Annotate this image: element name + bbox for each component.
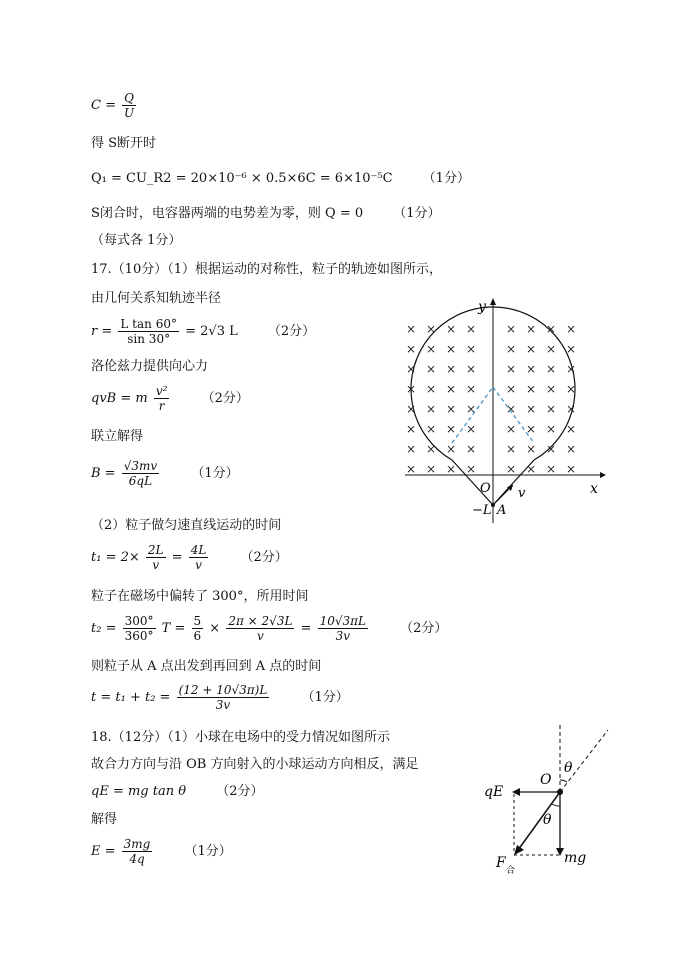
- times-sign: ×: [209, 621, 221, 636]
- point-a: [491, 503, 495, 507]
- e-formula: [91, 838, 232, 865]
- b-formula: [91, 460, 239, 487]
- field-mark: ×: [466, 382, 477, 396]
- numerator: L tan 60°: [120, 317, 177, 331]
- t1-formula: [91, 544, 288, 571]
- fraction: [146, 544, 166, 571]
- field-mark: ×: [526, 462, 537, 476]
- field-mark: ×: [446, 382, 457, 396]
- numerator: 5: [193, 614, 202, 628]
- score-label: （2分）: [201, 391, 249, 406]
- problem17-geometry: 由几何关系知轨迹半径: [91, 291, 222, 306]
- theta-top-label: θ: [564, 760, 573, 776]
- field-mark: ×: [506, 342, 517, 356]
- numerator: v²: [155, 384, 168, 398]
- field-mark: ×: [546, 442, 557, 456]
- field-mark: ×: [466, 342, 477, 356]
- denominator: v: [152, 558, 160, 572]
- period-term: T =: [161, 621, 186, 636]
- formula-lhs: t₁ = 2×: [91, 550, 140, 565]
- trajectory-diagram: [400, 295, 610, 525]
- score-label: （1分）: [191, 466, 239, 481]
- field-mark: ×: [406, 402, 417, 416]
- denominator: 3v: [335, 629, 351, 643]
- field-mark: ×: [566, 362, 577, 376]
- field-mark: ×: [426, 462, 437, 476]
- field-mark: ×: [546, 422, 557, 436]
- denominator: 6qL: [128, 474, 153, 488]
- numerator: 2π × 2√3L: [228, 614, 293, 628]
- field-mark: ×: [506, 402, 517, 416]
- field-mark: ×: [426, 402, 437, 416]
- f-subscript: 合: [506, 866, 516, 876]
- s-open-line: 得 S断开时: [91, 136, 157, 151]
- radius-formula: [91, 318, 315, 345]
- score-label: （2分）: [216, 784, 264, 799]
- score-label: （1分）: [184, 844, 232, 859]
- fraction: [177, 684, 270, 711]
- force-diagram: [480, 722, 620, 882]
- field-mark: ×: [406, 322, 417, 336]
- numerator: 10√3πL: [319, 614, 367, 628]
- field-mark: ×: [446, 422, 457, 436]
- problem18-direction: 故合力方向与沿 OB 方向射入的小球运动方向相反，满足: [91, 757, 419, 772]
- f-label: F: [496, 855, 506, 871]
- field-mark: ×: [506, 362, 517, 376]
- field-mark: ×: [566, 382, 577, 396]
- field-mark: ×: [446, 442, 457, 456]
- a-label: A: [497, 503, 507, 518]
- fraction: [154, 385, 170, 412]
- fraction: [318, 615, 368, 642]
- fraction: [226, 615, 294, 642]
- field-mark: ×: [546, 342, 557, 356]
- o-label: O: [540, 772, 552, 788]
- field-mark: ×: [466, 462, 477, 476]
- neg-l-label: −L: [472, 503, 492, 518]
- point-o: [557, 789, 563, 795]
- q1-equation: Q₁ = CU_R2 = 20×10⁻⁶ × 0.5×6C = 6×10⁻⁵C: [91, 171, 393, 186]
- field-mark: ×: [566, 442, 577, 456]
- field-mark: ×: [466, 422, 477, 436]
- field-mark: ×: [526, 402, 537, 416]
- field-mark: ×: [406, 342, 417, 356]
- fraction: [189, 544, 209, 571]
- field-mark: ×: [506, 322, 517, 336]
- formula-lhs: r =: [91, 324, 113, 339]
- total-time-formula: [91, 684, 349, 711]
- numerator: 4L: [190, 543, 207, 557]
- numerator: 3mg: [123, 837, 151, 851]
- field-mark: ×: [466, 322, 477, 336]
- problem17-intro: 17.（10分）（1）根据运动的对称性，粒子的轨迹如图所示，: [91, 262, 442, 277]
- qe-label: qE: [484, 784, 504, 800]
- field-mark: ×: [566, 322, 577, 336]
- problem17-part2: （2）粒子做匀速直线运动的时间: [91, 518, 282, 533]
- field-mark: ×: [446, 322, 457, 336]
- fraction: [123, 615, 156, 642]
- numerator: √3mv: [123, 459, 158, 473]
- field-mark: ×: [426, 342, 437, 356]
- field-mark: ×: [426, 322, 437, 336]
- problem18-intro: 18.（12分）（1）小球在电场中的受力情况如图所示: [91, 730, 390, 745]
- magnetic-field-marks: [406, 322, 576, 476]
- qe-arrow-head-icon: [512, 788, 520, 796]
- field-mark: ×: [466, 402, 477, 416]
- denominator: 360°: [124, 629, 154, 643]
- field-mark: ×: [406, 462, 417, 476]
- field-mark: ×: [406, 422, 417, 436]
- denominator: r: [158, 399, 165, 413]
- fraction: [122, 838, 153, 865]
- capacitance-formula: [91, 92, 138, 119]
- equals-sign: =: [300, 621, 312, 636]
- theta-arc-mid: [552, 804, 560, 806]
- fraction: [122, 460, 159, 487]
- denominator: 3v: [215, 698, 231, 712]
- field-mark: ×: [426, 382, 437, 396]
- field-mark: ×: [446, 462, 457, 476]
- field-mark: ×: [406, 382, 417, 396]
- field-mark: ×: [546, 382, 557, 396]
- qe-equation: qE = mg tan θ: [91, 784, 187, 799]
- field-mark: ×: [426, 362, 437, 376]
- origin-label: O: [480, 481, 491, 496]
- denominator: v: [256, 629, 264, 643]
- score-label: （2分）: [400, 621, 448, 636]
- field-mark: ×: [546, 462, 557, 476]
- y-axis-arrow-icon: [490, 298, 496, 305]
- formula-lhs: t₂ =: [91, 621, 117, 636]
- each-score-note: （每式各 1分）: [91, 233, 182, 248]
- field-mark: ×: [566, 422, 577, 436]
- score-label: （1分）: [422, 171, 470, 186]
- field-mark: ×: [426, 422, 437, 436]
- field-mark: ×: [526, 442, 537, 456]
- formula-lhs: C =: [91, 98, 116, 113]
- qe-formula: [91, 785, 263, 798]
- field-mark: ×: [566, 462, 577, 476]
- fraction: [122, 92, 136, 119]
- formula-lhs: E =: [91, 844, 116, 859]
- velocity-label: v: [518, 486, 526, 501]
- s-closed-line: [91, 207, 441, 220]
- x-axis-arrow-icon: [600, 472, 606, 478]
- mg-label: mg: [564, 850, 587, 866]
- field-mark: ×: [526, 382, 537, 396]
- score-label: （2分）: [267, 324, 316, 339]
- field-mark: ×: [546, 322, 557, 336]
- denominator: 4q: [129, 852, 145, 866]
- field-mark: ×: [526, 342, 537, 356]
- s-closed-text: S闭合时，电容器两端的电势差为零，则 Q = 0: [91, 206, 364, 221]
- field-mark: ×: [506, 382, 517, 396]
- formula-lhs: t = t₁ + t₂ =: [91, 690, 171, 705]
- denominator: v: [195, 558, 202, 572]
- field-mark: ×: [466, 442, 477, 456]
- solve-line: 联立解得: [91, 429, 144, 444]
- lorentz-line: 洛伦兹力提供向心力: [91, 359, 209, 374]
- fraction: [192, 615, 204, 642]
- field-mark: ×: [426, 442, 437, 456]
- numerator: 300°: [124, 614, 154, 628]
- score-label: （1分）: [301, 690, 349, 705]
- numerator: (12 + 10√3π)L: [178, 683, 268, 697]
- fraction: [118, 318, 179, 345]
- q1-formula: [91, 172, 470, 185]
- formula-rhs: = 2√3 L: [185, 324, 238, 339]
- field-mark: ×: [546, 402, 557, 416]
- t2-formula: [91, 615, 447, 642]
- x-axis-label: x: [590, 481, 598, 497]
- field-mark: ×: [566, 402, 577, 416]
- formula-lhs: qvB = m: [91, 391, 148, 406]
- resultant-arrow-head-icon: [514, 845, 524, 855]
- equals-sign: =: [171, 550, 183, 565]
- field-mark: ×: [406, 362, 417, 376]
- resultant-force-arrow: [518, 792, 560, 850]
- field-mark: ×: [526, 322, 537, 336]
- theta-arc-top: [560, 780, 567, 782]
- field-mark: ×: [526, 422, 537, 436]
- field-mark: ×: [506, 462, 517, 476]
- field-mark: ×: [446, 342, 457, 356]
- formula-lhs: B =: [91, 466, 116, 481]
- y-axis-label: y: [478, 299, 486, 315]
- field-mark: ×: [506, 442, 517, 456]
- numerator: 2L: [147, 543, 164, 557]
- theta-mid-label: θ: [543, 812, 552, 828]
- score-label: （1分）: [393, 206, 441, 221]
- field-mark: ×: [566, 342, 577, 356]
- qvb-formula: [91, 385, 249, 412]
- numerator: Q: [124, 91, 134, 105]
- return-time-line: 则粒子从 A 点出发到再回到 A 点的时间: [91, 659, 322, 674]
- field-mark: ×: [466, 362, 477, 376]
- field-mark: ×: [446, 362, 457, 376]
- denominator: sin 30°: [127, 332, 171, 346]
- field-mark: ×: [406, 442, 417, 456]
- field-mark: ×: [446, 402, 457, 416]
- field-mark: ×: [546, 362, 557, 376]
- field-mark: ×: [506, 422, 517, 436]
- denominator: 6: [193, 629, 202, 643]
- score-label: （2分）: [240, 550, 288, 565]
- denominator: U: [123, 106, 135, 120]
- field-mark: ×: [526, 362, 537, 376]
- solve2-line: 解得: [91, 812, 118, 827]
- deflection-line: 粒子在磁场中偏转了 300°，所用时间: [91, 589, 309, 604]
